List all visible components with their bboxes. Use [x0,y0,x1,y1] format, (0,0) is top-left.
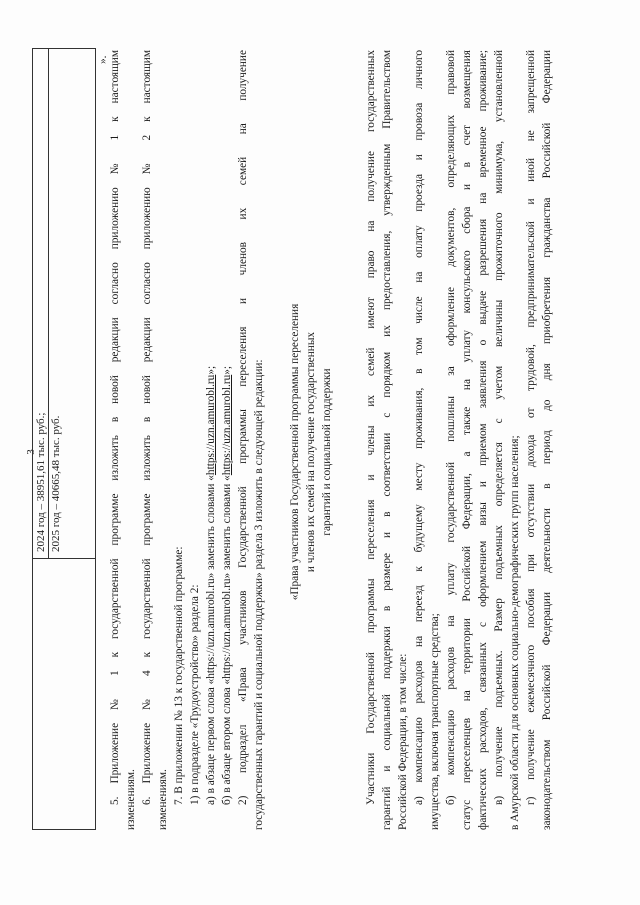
section-heading-line1: «Права участников Государственной программы переселения [289,303,301,601]
paragraph-7-1a [204,366,218,805]
body-line: Российской Федерации, в том числе: [397,653,409,830]
body-line: статус переселенцев на территории Российской Федерации, а также на уплату консульского сбора и в счет возмещения [461,50,473,830]
paragraph-6-line2: изменениям. [157,769,169,830]
table-row: 2025 год – 40665,48 тыс. руб. [50,415,62,552]
body-line: б) компенсацию расходов на уплату государственной пошлины за оформление документов, определяющих правовой [445,50,457,805]
paragraph-7-1a-end: »; [205,365,217,375]
paragraph-7-1b-end: »; [221,365,233,375]
paragraph-7-2-line2: государственных гарантий и социальной поддержки» раздела 3 изложить в следующей редакции: [253,359,265,830]
rotated-content [20,22,620,882]
table-left-cell [33,558,95,829]
body-line: в) получение подъемных. Размер подъемных определяется с учетом величины прожиточного минимума, установленной [493,50,505,805]
table-row: 2024 год – 38951,61 тыс. руб.; [35,412,47,552]
paragraph-7-2-line1: 2) подраздел «Права участников Государственной программы переселения и членов их семей на получение [237,50,249,805]
body-line: законодательством Российской Федерации деятельности в период до дня приобретения гражданства Российской Федерации [541,50,553,830]
paragraph-5-line2: изменениям. [125,769,137,830]
section-heading-line3: гарантий и социальной поддержки [321,368,333,536]
body-line: Участники Государственной программы переселения и члены их семей имеют право на получение государственных [365,50,377,805]
paragraph-6-line1: 6. Приложение № 4 к государственной программе изложить в новой редакции согласно приложению № 2 к настоящим [141,50,153,805]
paragraph-7-1b [220,366,234,805]
page-number: 3 [25,449,37,455]
uzn-link-2[interactable]: https://uzn.amurobl.ru [221,374,233,476]
body-line: а) компенсацию расходов на переезд к будущему месту проживания, в том числе на оплату проезда и провоза личного [413,50,425,805]
body-line: имущества, включая транспортные средства; [429,613,441,830]
funding-table [32,48,96,830]
paragraph-7-1: 1) в подразделе «Трудоустройство» раздела 2: [189,584,201,805]
paragraph-5-line1: 5. Приложение № 1 к государственной программе изложить в новой редакции согласно приложению № 1 к настоящим [109,50,121,805]
uzn-link-1[interactable]: https://uzn.amurobl.ru [205,374,217,476]
body-line: г) получение ежемесячного пособия при отсутствии дохода от трудовой, предпринимательской и иной не запрещенной [525,50,537,805]
body-line: в Амурской области для основных социально-демографических групп населения; [509,435,521,830]
body-line: фактических расходов, связанных с оформлением визы и приемом заявления о выдаче разрешения на временное проживание; [477,50,489,830]
paragraph-7-1b-text: б) в абзаце втором слова «https://uzn.amurobl.ru» заменить словами « [221,475,233,805]
table-closing-quote: ». [97,55,109,64]
paragraph-7: 7. В приложении № 13 к государственной программе: [173,546,185,805]
paragraph-7-1a-text: а) в абзаце первом слова «https://uzn.amurobl.ru» заменить словами « [205,475,217,805]
body-line: гарантий и социальной поддержки в размере и в соответствии с порядком их предоставления, утвержденным Правительством [381,50,393,830]
section-heading-line2: и членов их семей на получение государственных [305,331,317,573]
table-right-cell [33,49,95,558]
